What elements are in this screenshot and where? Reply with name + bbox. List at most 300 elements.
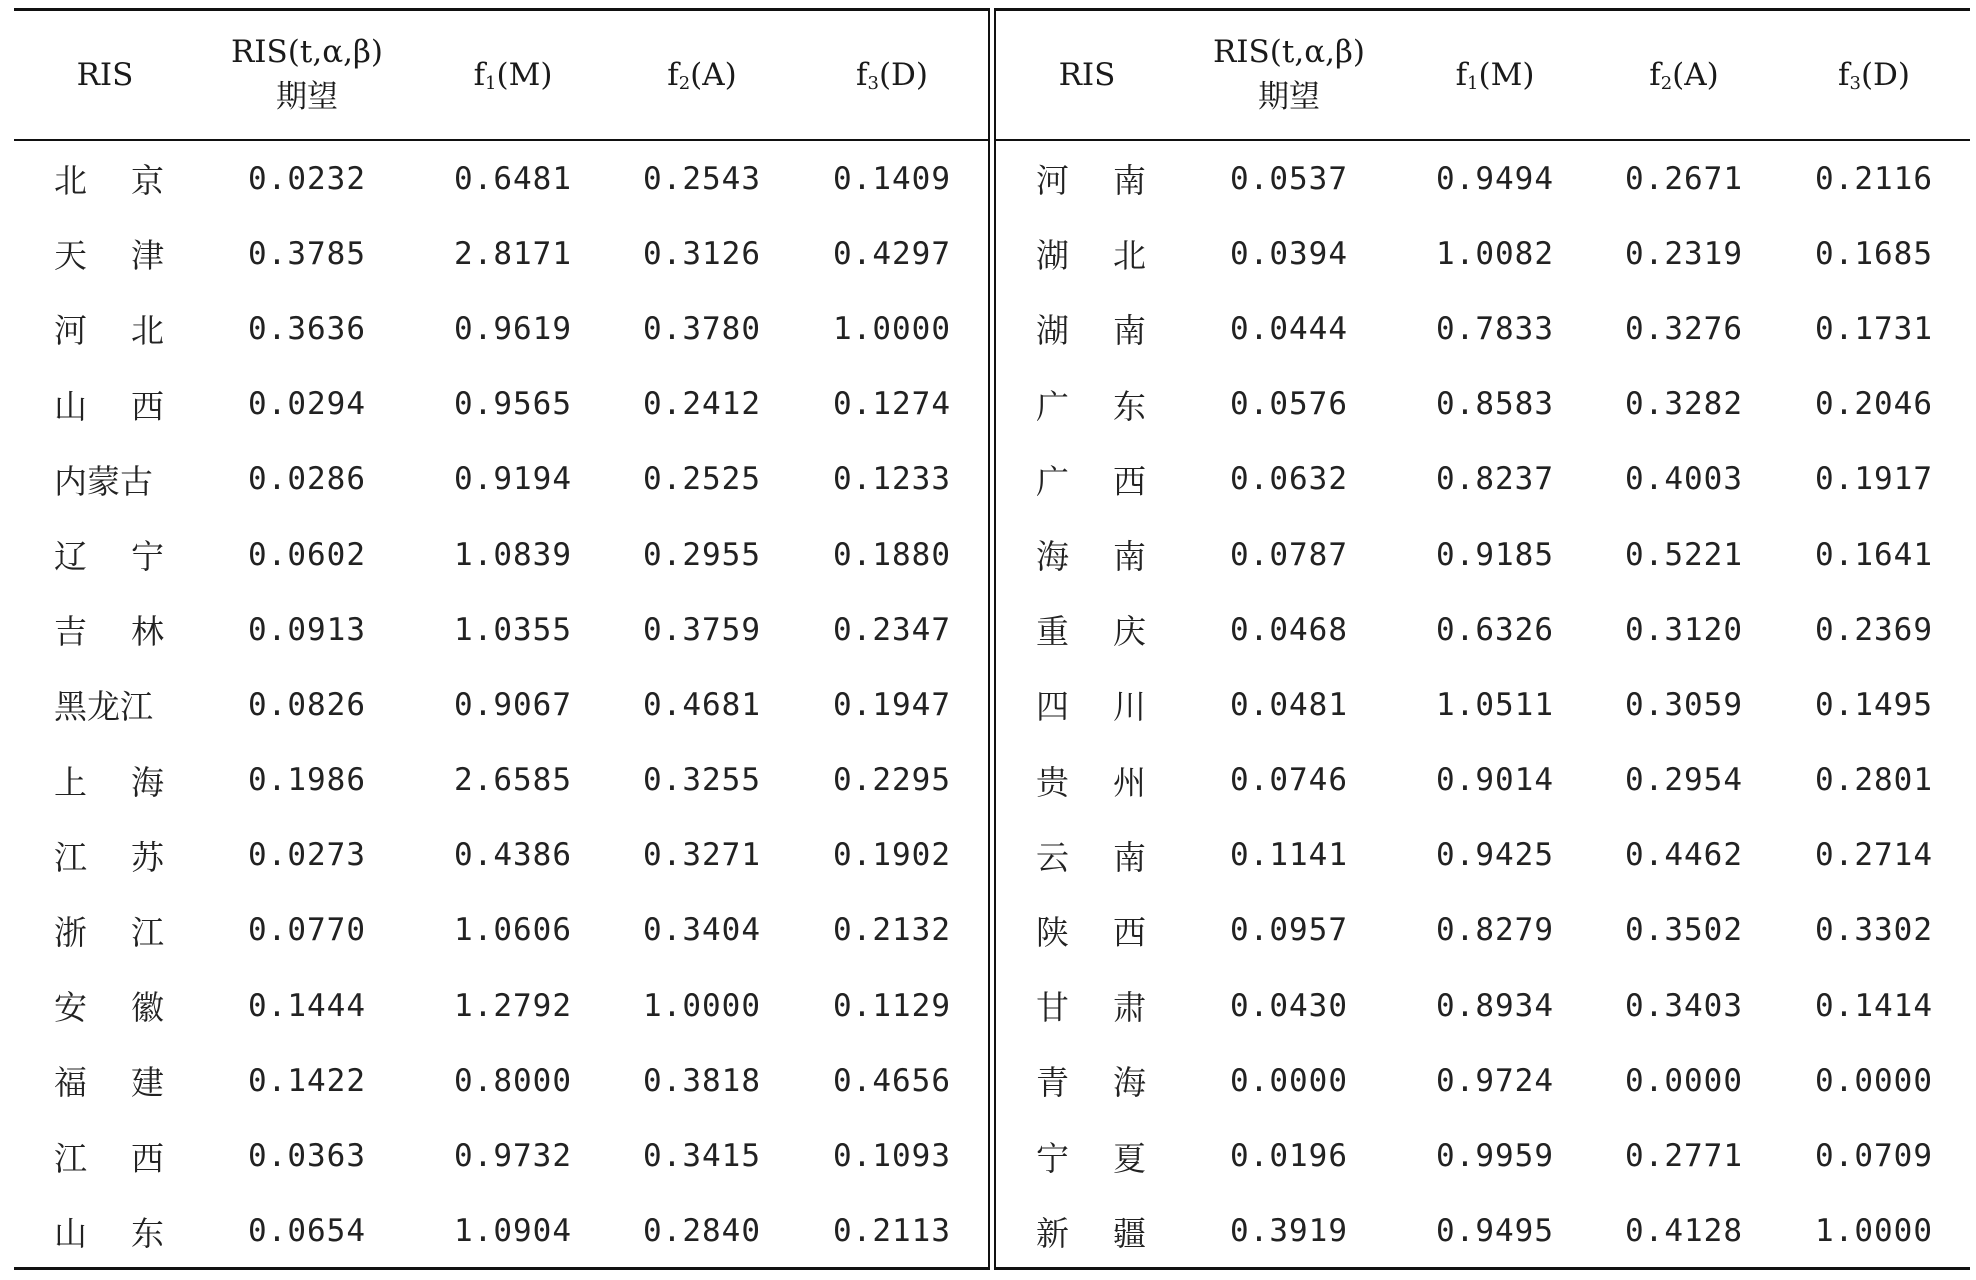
ris-expectation-cell: 0.0746	[1230, 762, 1348, 799]
province-name-part: 海	[1036, 537, 1069, 577]
province-name	[1036, 305, 1146, 352]
province-name-cell	[14, 367, 196, 442]
province-name-cell	[14, 818, 196, 893]
ris-expectation-cell: 0.0654	[248, 1213, 366, 1250]
header-f2-tail: (A)	[1672, 56, 1719, 93]
province-name-cell	[996, 743, 1178, 818]
f3-cell: 0.1880	[833, 536, 951, 573]
province-name-part: 安	[54, 988, 87, 1028]
f3-cell: 0.3302	[1815, 912, 1933, 949]
province-name	[1036, 230, 1146, 277]
province-name-part: 庆	[1113, 612, 1146, 652]
table-row	[14, 667, 988, 742]
province-name-part: 河	[54, 311, 87, 351]
ris-expectation-cell: 0.0602	[248, 536, 366, 573]
ris-expectation-cell: 0.3785	[248, 235, 366, 272]
ris-expectation-cell: 0.0770	[248, 912, 366, 949]
province-name-part: 西	[131, 1138, 164, 1178]
f3-cell: 0.1902	[833, 837, 951, 874]
header-f3-base: f	[856, 56, 868, 93]
header-f1-tail: (M)	[1478, 56, 1535, 93]
f3-cell: 0.4656	[833, 1062, 951, 1099]
ris-expectation-cell: 0.0468	[1230, 611, 1348, 648]
ris-expectation-cell: 0.0826	[248, 686, 366, 723]
f2-cell: 0.4128	[1625, 1213, 1743, 1250]
province-name-cell	[996, 1118, 1178, 1193]
header-f1-sub: 1	[485, 72, 497, 94]
f3-cell: 0.2347	[833, 611, 951, 648]
f1-cell: 0.8279	[1436, 912, 1554, 949]
province-name-part: 山	[54, 1213, 87, 1253]
table-row	[14, 442, 988, 517]
province-name-part: 吉	[54, 612, 87, 652]
province-name-cell	[14, 517, 196, 592]
header-ris-expect-line2: 期望	[276, 79, 338, 115]
table-row	[996, 968, 1970, 1043]
province-name-part: 南	[1113, 837, 1146, 877]
f3-cell: 0.1409	[833, 160, 951, 197]
f2-cell: 0.2319	[1625, 235, 1743, 272]
left-table-half	[14, 8, 988, 1270]
province-name-part: 河	[1036, 161, 1069, 201]
province-name-part: 夏	[1113, 1138, 1146, 1178]
province-name	[54, 1057, 164, 1104]
f1-cell: 1.0082	[1436, 235, 1554, 272]
province-name-cell	[996, 367, 1178, 442]
f1-cell: 1.2792	[454, 987, 572, 1024]
f2-cell: 0.3759	[643, 611, 761, 648]
province-name-part: 青	[1036, 1063, 1069, 1103]
f1-cell: 1.0355	[454, 611, 572, 648]
f3-cell: 0.2046	[1815, 386, 1933, 423]
province-name-part: 黑龙江	[54, 687, 153, 727]
province-name-part: 江	[54, 837, 87, 877]
province-name	[54, 982, 164, 1029]
province-name-part: 广	[1036, 386, 1069, 426]
f1-cell: 0.9014	[1436, 762, 1554, 799]
ris-expectation-cell: 0.0363	[248, 1138, 366, 1175]
f2-cell: 0.0000	[1625, 1062, 1743, 1099]
header-ris-expect-line1: RIS(t,α,β)	[1212, 34, 1366, 71]
province-name-cell	[14, 140, 196, 216]
table-row	[996, 1043, 1970, 1118]
province-name	[54, 757, 164, 804]
province-name-part: 徽	[131, 988, 164, 1028]
province-name	[54, 907, 164, 954]
f3-cell: 0.1641	[1815, 536, 1933, 573]
f3-cell: 0.2132	[833, 912, 951, 949]
f3-cell: 0.0000	[1815, 1062, 1933, 1099]
f3-cell: 0.2369	[1815, 611, 1933, 648]
province-name-part: 川	[1113, 687, 1146, 727]
table-row	[996, 367, 1970, 442]
province-name-part: 宁	[131, 537, 164, 577]
province-name	[54, 1133, 164, 1180]
f3-cell: 0.1093	[833, 1138, 951, 1175]
province-name-part: 北	[1113, 236, 1146, 276]
province-name	[1036, 531, 1146, 578]
province-name-cell	[14, 1194, 196, 1269]
ris-expectation-cell: 0.0430	[1230, 987, 1348, 1024]
province-name-part: 京	[131, 161, 164, 201]
f2-cell: 1.0000	[643, 987, 761, 1024]
province-name-part: 四	[1036, 687, 1069, 727]
f2-cell: 0.2671	[1625, 160, 1743, 197]
ris-expectation-cell: 0.1986	[248, 762, 366, 799]
province-name	[54, 606, 164, 653]
province-name-cell	[996, 1043, 1178, 1118]
f1-cell: 0.8934	[1436, 987, 1554, 1024]
f3-cell: 0.1495	[1815, 686, 1933, 723]
province-name-cell	[996, 140, 1178, 216]
table-row	[996, 893, 1970, 968]
ris-expectation-cell: 0.1444	[248, 987, 366, 1024]
table-row	[14, 291, 988, 366]
table-row	[996, 291, 1970, 366]
left-table-body	[14, 140, 988, 1269]
f3-cell: 0.4297	[833, 235, 951, 272]
header-f1	[1400, 11, 1590, 140]
province-name	[1036, 1208, 1146, 1255]
f3-cell: 0.1947	[833, 686, 951, 723]
province-name	[54, 381, 164, 428]
province-name-part: 辽	[54, 537, 87, 577]
f1-cell: 0.7833	[1436, 310, 1554, 347]
province-name-cell	[14, 743, 196, 818]
f2-cell: 0.5221	[1625, 536, 1743, 573]
ris-expectation-cell: 0.3636	[248, 310, 366, 347]
ris-expectation-cell: 0.0481	[1230, 686, 1348, 723]
province-name-part: 北	[54, 161, 87, 201]
ris-expectation-cell: 0.0444	[1230, 310, 1348, 347]
ris-expectation-cell: 0.0232	[248, 160, 366, 197]
province-name	[54, 687, 153, 726]
f3-cell: 0.2295	[833, 762, 951, 799]
header-f3-base: f	[1838, 56, 1850, 93]
province-name	[1036, 681, 1146, 728]
f1-cell: 0.9495	[1436, 1213, 1554, 1250]
province-name-cell	[996, 1194, 1178, 1269]
f2-cell: 0.3818	[643, 1062, 761, 1099]
province-name-part: 湖	[1036, 311, 1069, 351]
right-header-row	[996, 11, 1970, 140]
f1-cell: 2.6585	[454, 762, 572, 799]
province-name-part: 重	[1036, 612, 1069, 652]
province-name	[1036, 1133, 1146, 1180]
province-name-part: 海	[131, 762, 164, 802]
f3-cell: 0.2714	[1815, 837, 1933, 874]
f2-cell: 0.3403	[1625, 987, 1743, 1024]
table-row	[996, 818, 1970, 893]
province-name-cell	[996, 818, 1178, 893]
f2-cell: 0.2543	[643, 160, 761, 197]
right-table	[996, 11, 1970, 1269]
f1-cell: 0.9425	[1436, 837, 1554, 874]
province-name-part: 南	[1113, 161, 1146, 201]
province-name-part: 江	[131, 912, 164, 952]
province-name-part: 西	[1113, 461, 1146, 501]
province-name	[54, 1208, 164, 1255]
header-ris-expectation	[196, 11, 418, 140]
province-name-part: 广	[1036, 461, 1069, 501]
ris-expectation-cell: 0.0576	[1230, 386, 1348, 423]
province-name-cell	[996, 893, 1178, 968]
table-row	[14, 140, 988, 216]
province-name-cell	[14, 893, 196, 968]
ris-expectation-cell: 0.1141	[1230, 837, 1348, 874]
header-ris	[14, 11, 196, 140]
province-name	[1036, 456, 1146, 503]
table-row	[14, 216, 988, 291]
ris-expectation-cell: 0.0286	[248, 461, 366, 498]
province-name-part: 江	[54, 1138, 87, 1178]
header-ris-expectation	[1178, 11, 1400, 140]
province-name-part: 津	[131, 236, 164, 276]
province-name-part: 南	[1113, 311, 1146, 351]
f2-cell: 0.3415	[643, 1138, 761, 1175]
ris-expectation-cell: 0.0957	[1230, 912, 1348, 949]
header-f2-sub: 2	[1660, 72, 1673, 94]
province-name	[1036, 832, 1146, 879]
f1-cell: 0.9565	[454, 386, 572, 423]
table-row	[14, 1118, 988, 1193]
province-name-cell	[14, 216, 196, 291]
f1-cell: 0.9185	[1436, 536, 1554, 573]
province-name-part: 西	[131, 386, 164, 426]
table-row	[996, 1194, 1970, 1269]
province-name-part: 疆	[1113, 1213, 1146, 1253]
province-name-cell	[996, 667, 1178, 742]
f2-cell: 0.3276	[1625, 310, 1743, 347]
province-name-part: 宁	[1036, 1138, 1069, 1178]
table-row	[996, 1118, 1970, 1193]
province-name-part: 南	[1113, 537, 1146, 577]
table-row	[14, 1043, 988, 1118]
f3-cell: 0.1414	[1815, 987, 1933, 1024]
province-name	[1036, 1057, 1146, 1104]
f2-cell: 0.3404	[643, 912, 761, 949]
province-name-cell	[14, 968, 196, 1043]
province-name-cell	[996, 592, 1178, 667]
f3-cell: 0.2801	[1815, 762, 1933, 799]
f3-cell: 0.1129	[833, 987, 951, 1024]
province-name	[1036, 606, 1146, 653]
f3-cell: 1.0000	[833, 310, 951, 347]
header-f3-sub: 3	[1849, 72, 1861, 94]
province-name	[54, 230, 164, 277]
province-name-part: 山	[54, 386, 87, 426]
f2-cell: 0.2412	[643, 386, 761, 423]
left-header-row	[14, 11, 988, 140]
f3-cell: 0.0709	[1815, 1138, 1933, 1175]
f3-cell: 0.1233	[833, 461, 951, 498]
data-table-sheet	[14, 8, 1970, 1270]
f1-cell: 0.6481	[454, 160, 572, 197]
table-row	[14, 818, 988, 893]
province-name-part: 海	[1113, 1063, 1146, 1103]
f2-cell: 0.2771	[1625, 1138, 1743, 1175]
province-name-part: 上	[54, 762, 87, 802]
f1-cell: 0.9959	[1436, 1138, 1554, 1175]
f2-cell: 0.2525	[643, 461, 761, 498]
province-name-part: 陕	[1036, 912, 1069, 952]
ris-expectation-cell: 0.0294	[248, 386, 366, 423]
province-name	[1036, 757, 1146, 804]
f2-cell: 0.4462	[1625, 837, 1743, 874]
province-name-cell	[14, 291, 196, 366]
province-name-part: 东	[1113, 386, 1146, 426]
header-f3-sub: 3	[867, 72, 879, 94]
header-ris-expect-line2: 期望	[1258, 79, 1320, 115]
header-ris	[996, 11, 1178, 140]
ris-expectation-cell: 0.1422	[248, 1062, 366, 1099]
f2-cell: 0.2840	[643, 1213, 761, 1250]
ris-expectation-cell: 0.3919	[1230, 1213, 1348, 1250]
f2-cell: 0.3502	[1625, 912, 1743, 949]
province-name-part: 贵	[1036, 762, 1069, 802]
table-row	[996, 517, 1970, 592]
f2-cell: 0.3271	[643, 837, 761, 874]
f2-cell: 0.4681	[643, 686, 761, 723]
province-name-cell	[996, 442, 1178, 517]
province-name-cell	[14, 1118, 196, 1193]
header-f3	[1778, 11, 1970, 140]
f1-cell: 0.9194	[454, 461, 572, 498]
province-name-cell	[14, 442, 196, 517]
header-f2	[1590, 11, 1778, 140]
province-name-cell	[14, 667, 196, 742]
f2-cell: 0.3282	[1625, 386, 1743, 423]
province-name-cell	[996, 517, 1178, 592]
header-ris-label: RIS	[76, 56, 134, 93]
province-name-cell	[14, 1043, 196, 1118]
f2-cell: 0.2955	[643, 536, 761, 573]
header-f1-base: f	[473, 56, 486, 93]
province-name	[1036, 155, 1146, 202]
f3-cell: 0.1685	[1815, 235, 1933, 272]
province-name-part: 新	[1036, 1213, 1069, 1253]
table-row	[996, 442, 1970, 517]
ris-expectation-cell: 0.0537	[1230, 160, 1348, 197]
header-f2	[608, 11, 796, 140]
province-name-part: 浙	[54, 912, 87, 952]
ris-expectation-cell: 0.0632	[1230, 461, 1348, 498]
ris-expectation-cell: 0.0196	[1230, 1138, 1348, 1175]
province-name-cell	[996, 291, 1178, 366]
f1-cell: 0.9067	[454, 686, 572, 723]
table-row	[14, 968, 988, 1043]
header-f2-tail: (A)	[690, 56, 737, 93]
double-rule-line-1	[988, 8, 990, 1270]
f1-cell: 1.0904	[454, 1213, 572, 1250]
ris-expectation-cell: 0.0000	[1230, 1062, 1348, 1099]
table-row	[996, 592, 1970, 667]
f1-cell: 0.4386	[454, 837, 572, 874]
header-f1-tail: (M)	[496, 56, 553, 93]
table-row	[14, 1194, 988, 1269]
province-name-cell	[996, 968, 1178, 1043]
header-f1-sub: 1	[1467, 72, 1479, 94]
f3-cell: 0.2116	[1815, 160, 1933, 197]
f1-cell: 1.0511	[1436, 686, 1554, 723]
left-table	[14, 11, 988, 1269]
province-name-cell	[14, 592, 196, 667]
province-name-part: 云	[1036, 837, 1069, 877]
province-name	[54, 531, 164, 578]
f1-cell: 0.9494	[1436, 160, 1554, 197]
province-name-part: 肃	[1113, 988, 1146, 1028]
province-name-part: 西	[1113, 912, 1146, 952]
province-name-part: 福	[54, 1063, 87, 1103]
province-name-cell	[996, 216, 1178, 291]
province-name-part: 州	[1113, 762, 1146, 802]
province-name	[54, 305, 164, 352]
f3-cell: 0.1274	[833, 386, 951, 423]
province-name	[54, 155, 164, 202]
province-name-part: 天	[54, 236, 87, 276]
f1-cell: 0.8000	[454, 1062, 572, 1099]
right-table-half	[996, 8, 1970, 1270]
f1-cell: 0.9732	[454, 1138, 572, 1175]
f2-cell: 0.3059	[1625, 686, 1743, 723]
province-name-part: 林	[131, 612, 164, 652]
header-f2-base: f	[667, 56, 679, 93]
f1-cell: 0.8237	[1436, 461, 1554, 498]
f1-cell: 0.9619	[454, 310, 572, 347]
header-ris-expect-line1: RIS(t,α,β)	[230, 34, 384, 71]
f3-cell: 0.1917	[1815, 461, 1933, 498]
table-row	[14, 367, 988, 442]
ris-expectation-cell: 0.0394	[1230, 235, 1348, 272]
province-name	[1036, 982, 1146, 1029]
f3-cell: 0.1731	[1815, 310, 1933, 347]
province-name-part: 建	[131, 1063, 164, 1103]
table-row	[996, 667, 1970, 742]
table-row	[14, 743, 988, 818]
f1-cell: 2.8171	[454, 235, 572, 272]
province-name-part: 甘	[1036, 988, 1069, 1028]
province-name	[54, 832, 164, 879]
f2-cell: 0.3126	[643, 235, 761, 272]
table-row	[996, 140, 1970, 216]
f2-cell: 0.4003	[1625, 461, 1743, 498]
f1-cell: 1.0606	[454, 912, 572, 949]
header-f2-base: f	[1649, 56, 1661, 93]
f2-cell: 0.3120	[1625, 611, 1743, 648]
ris-expectation-cell: 0.0913	[248, 611, 366, 648]
province-name	[1036, 381, 1146, 428]
header-f3	[796, 11, 988, 140]
province-name-part: 湖	[1036, 236, 1069, 276]
province-name-part: 苏	[131, 837, 164, 877]
f1-cell: 0.9724	[1436, 1062, 1554, 1099]
f1-cell: 0.8583	[1436, 386, 1554, 423]
f1-cell: 0.6326	[1436, 611, 1554, 648]
province-name	[1036, 907, 1146, 954]
ris-expectation-cell: 0.0787	[1230, 536, 1348, 573]
header-f1	[418, 11, 608, 140]
f2-cell: 0.3780	[643, 310, 761, 347]
f1-cell: 1.0839	[454, 536, 572, 573]
f3-cell: 1.0000	[1815, 1213, 1933, 1250]
f2-cell: 0.3255	[643, 762, 761, 799]
header-f2-sub: 2	[678, 72, 691, 94]
header-f3-tail: (D)	[878, 56, 928, 93]
province-name-part: 内蒙古	[54, 461, 153, 501]
table-row	[996, 743, 1970, 818]
province-name-part: 东	[131, 1213, 164, 1253]
table-row	[996, 216, 1970, 291]
